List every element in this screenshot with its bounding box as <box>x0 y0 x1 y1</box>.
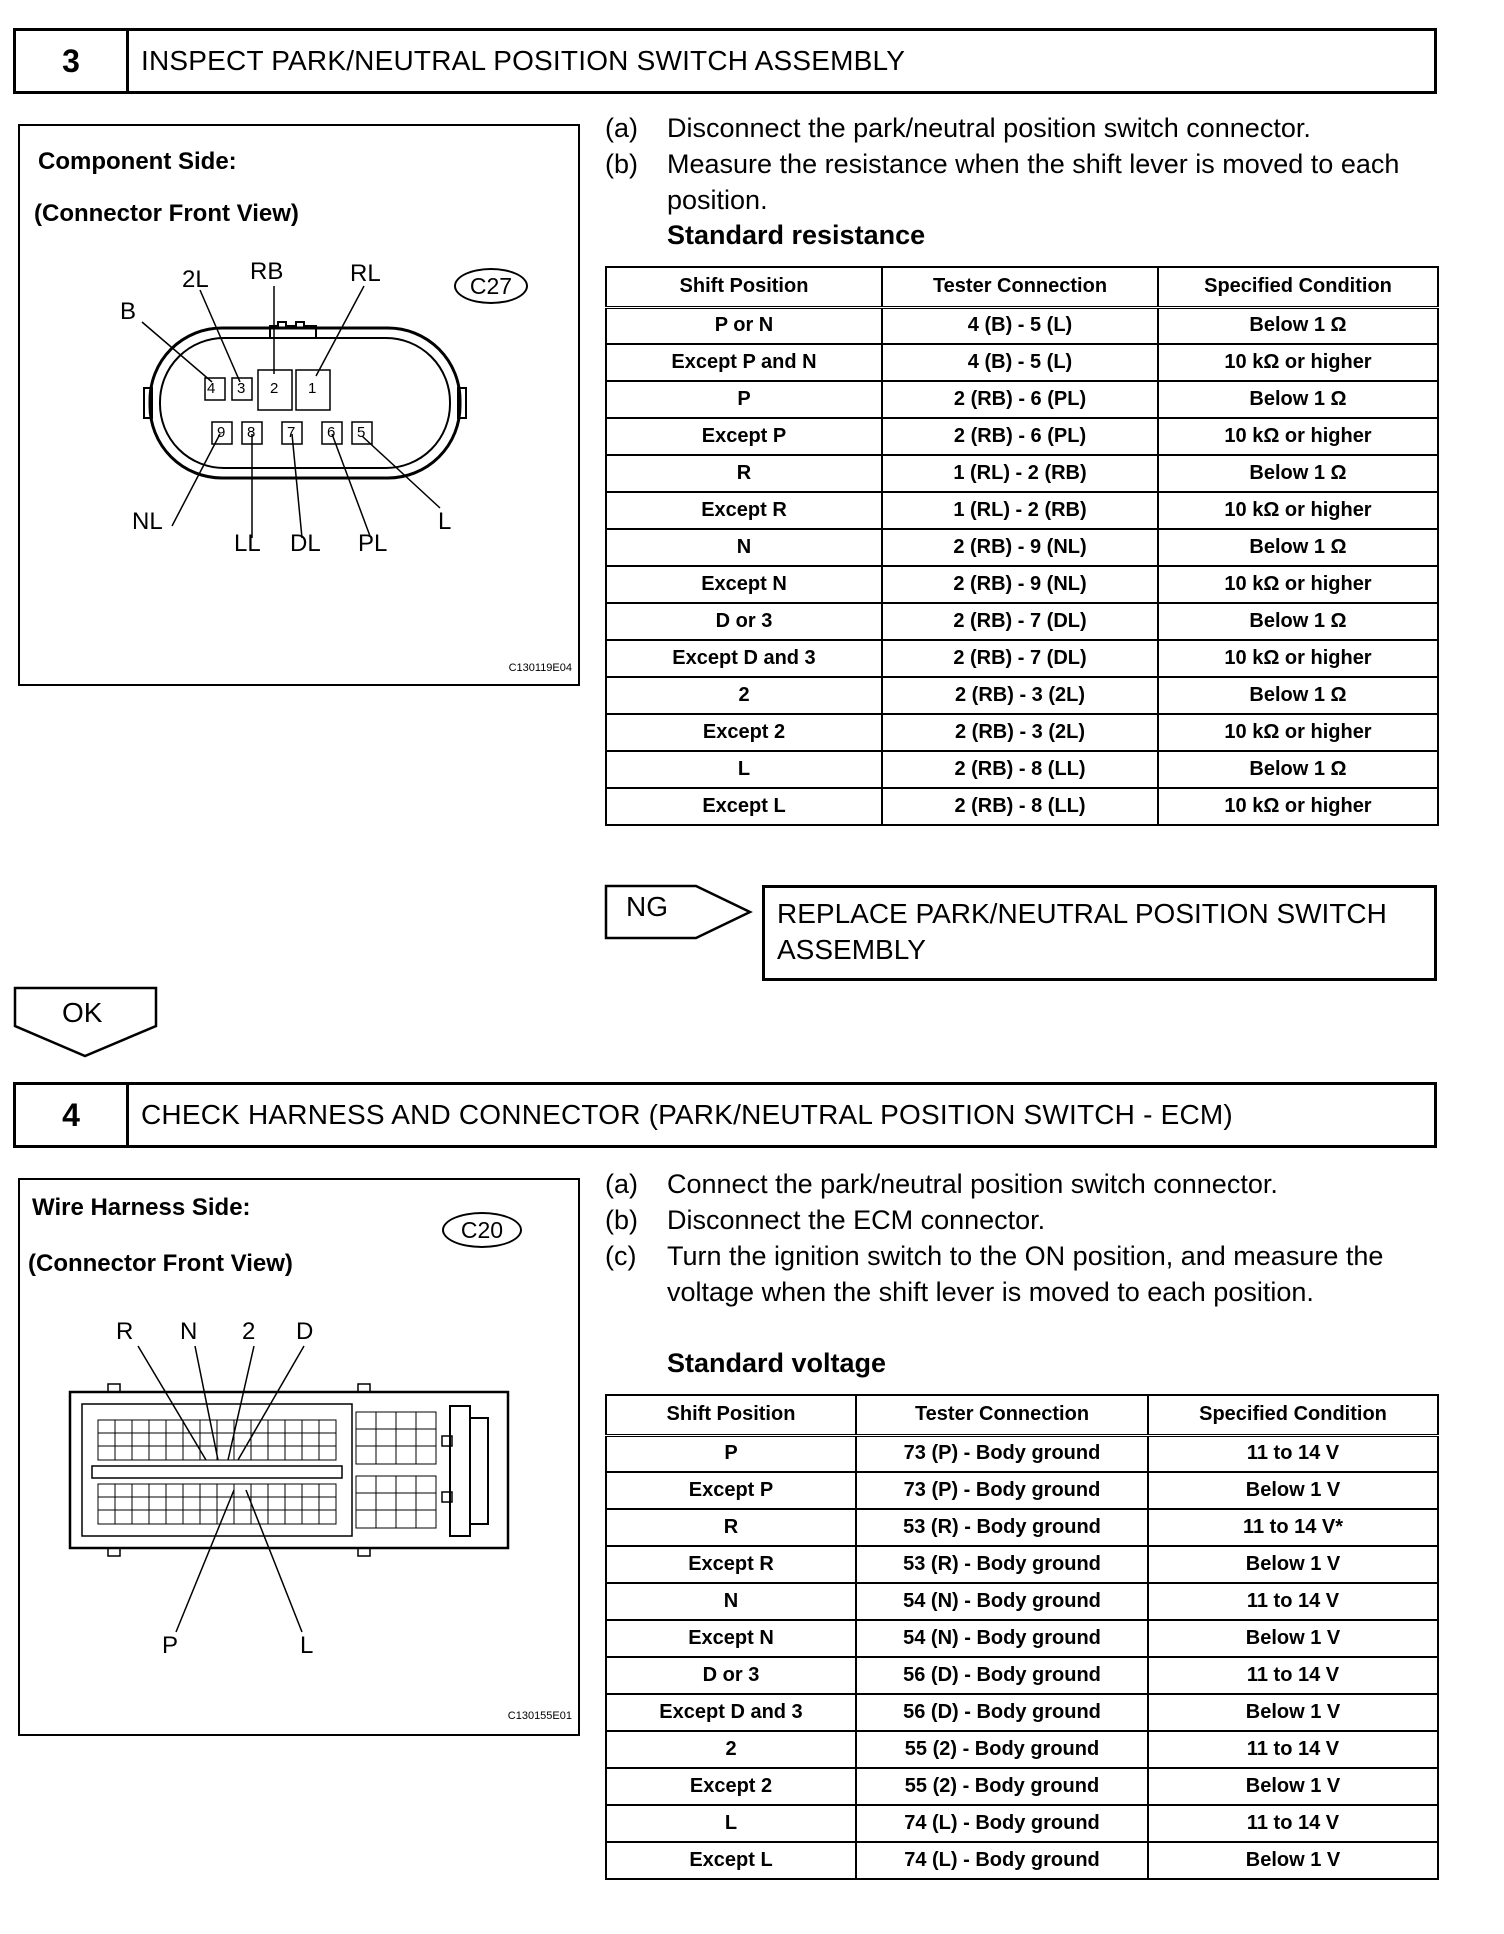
instruction-item: (b) Measure the resistance when the shift lever is moved to each position. <box>605 149 1400 215</box>
table-cell: Below 1 Ω <box>1158 529 1438 566</box>
wire-label-2l: 2L <box>182 266 209 293</box>
table-row <box>606 566 1438 603</box>
wire-harness-figure <box>18 1178 580 1736</box>
table-row <box>606 1731 1438 1768</box>
table-cell: 54 (N) - Body ground <box>856 1583 1148 1620</box>
table-cell: 53 (R) - Body ground <box>856 1546 1148 1583</box>
table-cell: N <box>606 1583 856 1620</box>
table-row <box>606 677 1438 714</box>
pin-number: 2 <box>270 380 279 397</box>
table-cell: Except R <box>606 1546 856 1583</box>
table-cell: Below 1 Ω <box>1158 381 1438 418</box>
step-title: INSPECT PARK/NEUTRAL POSITION SWITCH ASSEMBLY <box>141 45 906 76</box>
table-cell: 4 (B) - 5 (L) <box>882 344 1158 381</box>
table-cell: L <box>606 1805 856 1842</box>
wire-label-r: R <box>116 1318 134 1345</box>
table-cell: 2 (RB) - 8 (LL) <box>882 751 1158 788</box>
table-row <box>606 1472 1438 1509</box>
table-cell: R <box>606 1509 856 1546</box>
table-cell: 10 kΩ or higher <box>1158 640 1438 677</box>
ng-label: NG <box>626 891 668 922</box>
table-cell: 1 (RL) - 2 (RB) <box>882 455 1158 492</box>
voltage-spec-table <box>605 1394 1439 1880</box>
step-number: 4 <box>16 1085 129 1145</box>
table-row <box>606 492 1438 529</box>
step-3-header <box>13 28 1437 94</box>
table-cell: 53 (R) - Body ground <box>856 1509 1148 1546</box>
step-3-instructions <box>605 110 1445 218</box>
table-cell: 54 (N) - Body ground <box>856 1620 1148 1657</box>
table-row <box>606 381 1438 418</box>
table-cell: 2 (RB) - 9 (NL) <box>882 566 1158 603</box>
figure-code: C130119E04 <box>508 662 572 674</box>
table-cell: Below 1 Ω <box>1158 751 1438 788</box>
table-row <box>606 640 1438 677</box>
table-cell: 56 (D) - Body ground <box>856 1657 1148 1694</box>
table-cell: 10 kΩ or higher <box>1158 418 1438 455</box>
table-cell: 2 (RB) - 7 (DL) <box>882 603 1158 640</box>
wire-label-rb: RB <box>250 258 284 285</box>
table-header: Shift Position <box>606 1395 856 1435</box>
ok-label: OK <box>62 997 103 1028</box>
table-cell: 11 to 14 V <box>1148 1435 1438 1472</box>
table-cell: 11 to 14 V* <box>1148 1509 1438 1546</box>
table-cell: Below 1 Ω <box>1158 603 1438 640</box>
table-cell: 11 to 14 V <box>1148 1583 1438 1620</box>
wire-label-pl: PL <box>358 530 388 557</box>
table-cell: 10 kΩ or higher <box>1158 788 1438 825</box>
table-row <box>606 307 1438 344</box>
table-cell: 2 <box>606 677 882 714</box>
replace-text: REPLACE PARK/NEUTRAL POSITION SWITCH ASSEMBLY <box>777 898 1387 965</box>
figure-sublabel: (Connector Front View) <box>34 200 299 227</box>
table-cell: Except D and 3 <box>606 640 882 677</box>
table-row <box>606 714 1438 751</box>
table-cell: 2 (RB) - 6 (PL) <box>882 381 1158 418</box>
table-cell: Except L <box>606 1842 856 1879</box>
table-row <box>606 1805 1438 1842</box>
wire-label-nl: NL <box>132 508 163 535</box>
component-side-figure <box>18 124 580 686</box>
table-cell: Below 1 V <box>1148 1842 1438 1879</box>
connector-id-tag: C27 <box>454 268 528 304</box>
connector-id-tag: C20 <box>442 1212 522 1248</box>
table-cell: 10 kΩ or higher <box>1158 714 1438 751</box>
table-row <box>606 1583 1438 1620</box>
table-cell: 74 (L) - Body ground <box>856 1842 1148 1879</box>
table-cell: N <box>606 529 882 566</box>
table-cell: Below 1 V <box>1148 1472 1438 1509</box>
table-cell: 2 (RB) - 9 (NL) <box>882 529 1158 566</box>
table-cell: Except R <box>606 492 882 529</box>
table-cell: L <box>606 751 882 788</box>
subheading-standard-voltage: Standard voltage <box>667 1348 887 1378</box>
pin-number: 6 <box>327 424 336 441</box>
table-cell: 2 <box>606 1731 856 1768</box>
table-cell: 4 (B) - 5 (L) <box>882 307 1158 344</box>
table-cell: 11 to 14 V <box>1148 1805 1438 1842</box>
table-row <box>606 529 1438 566</box>
pin-number: 7 <box>287 424 296 441</box>
table-cell: 74 (L) - Body ground <box>856 1805 1148 1842</box>
table-cell: Below 1 Ω <box>1158 455 1438 492</box>
table-cell: D or 3 <box>606 603 882 640</box>
pin-number: 5 <box>357 424 366 441</box>
step-number: 3 <box>16 31 129 91</box>
table-cell: 55 (2) - Body ground <box>856 1731 1148 1768</box>
wire-label-dl: DL <box>290 530 321 557</box>
pin-number: 4 <box>207 380 216 397</box>
table-cell: Except P and N <box>606 344 882 381</box>
table-row <box>606 603 1438 640</box>
table-row <box>606 1620 1438 1657</box>
table-cell: 73 (P) - Body ground <box>856 1472 1148 1509</box>
table-header: Shift Position <box>606 267 882 307</box>
pin-number: 8 <box>247 424 256 441</box>
table-row <box>606 1842 1438 1879</box>
wire-label-p: P <box>162 1632 179 1659</box>
table-row <box>606 1509 1438 1546</box>
table-cell: 11 to 14 V <box>1148 1657 1438 1694</box>
subheading-standard-resistance: Standard resistance <box>667 220 926 250</box>
pin-number: 3 <box>237 380 246 397</box>
table-row <box>606 1768 1438 1805</box>
table-cell: 2 (RB) - 6 (PL) <box>882 418 1158 455</box>
table-row <box>606 1657 1438 1694</box>
table-cell: 10 kΩ or higher <box>1158 566 1438 603</box>
instruction-item: (b) Disconnect the ECM connector. <box>605 1205 1046 1235</box>
wire-label-2: 2 <box>242 1318 256 1345</box>
figure-sublabel: (Connector Front View) <box>28 1250 293 1277</box>
table-cell: 1 (RL) - 2 (RB) <box>882 492 1158 529</box>
figure-label: Component Side: <box>38 148 237 175</box>
table-cell: 55 (2) - Body ground <box>856 1768 1148 1805</box>
table-cell: 2 (RB) - 7 (DL) <box>882 640 1158 677</box>
wire-label-ll: LL <box>234 530 261 557</box>
table-cell: D or 3 <box>606 1657 856 1694</box>
figure-label: Wire Harness Side: <box>32 1194 251 1221</box>
table-header: Specified Condition <box>1158 267 1438 307</box>
table-cell: Except L <box>606 788 882 825</box>
table-cell: Except N <box>606 1620 856 1657</box>
table-header: Tester Connection <box>856 1395 1148 1435</box>
table-cell: Below 1 V <box>1148 1546 1438 1583</box>
table-cell: Except 2 <box>606 1768 856 1805</box>
table-cell: 56 (D) - Body ground <box>856 1694 1148 1731</box>
table-cell: 10 kΩ or higher <box>1158 492 1438 529</box>
wire-label-l: L <box>300 1632 314 1659</box>
table-row <box>606 788 1438 825</box>
step-4-header <box>13 1082 1437 1148</box>
instruction-item: (a) Disconnect the park/neutral position switch connector. <box>605 113 1311 143</box>
wire-label-n: N <box>180 1318 198 1345</box>
replace-instruction-box <box>762 885 1437 981</box>
table-cell: P <box>606 381 882 418</box>
table-cell: Except P <box>606 1472 856 1509</box>
table-cell: P <box>606 1435 856 1472</box>
table-cell: 10 kΩ or higher <box>1158 344 1438 381</box>
table-cell: Below 1 V <box>1148 1694 1438 1731</box>
table-row <box>606 1435 1438 1472</box>
table-cell: 2 (RB) - 3 (2L) <box>882 714 1158 751</box>
wire-label-l: L <box>438 508 452 535</box>
table-cell: Except N <box>606 566 882 603</box>
step-title: CHECK HARNESS AND CONNECTOR (PARK/NEUTRAL POSITION SWITCH - ECM) <box>141 1099 1233 1130</box>
table-cell: Below 1 V <box>1148 1620 1438 1657</box>
pin-number: 1 <box>308 380 317 397</box>
table-cell: Except D and 3 <box>606 1694 856 1731</box>
ecm-connector-diagram <box>20 1180 578 1734</box>
table-row <box>606 455 1438 492</box>
table-cell: 73 (P) - Body ground <box>856 1435 1148 1472</box>
table-row <box>606 751 1438 788</box>
resistance-spec-table <box>605 266 1439 826</box>
table-cell: P or N <box>606 307 882 344</box>
table-cell: Except 2 <box>606 714 882 751</box>
table-cell: Below 1 Ω <box>1158 677 1438 714</box>
table-row <box>606 418 1438 455</box>
wire-label-b: B <box>120 298 137 325</box>
table-row <box>606 1546 1438 1583</box>
instruction-item: (a) Connect the park/neutral position switch connector. <box>605 1169 1278 1199</box>
table-cell: 2 (RB) - 8 (LL) <box>882 788 1158 825</box>
table-cell: Below 1 V <box>1148 1768 1438 1805</box>
table-header: Tester Connection <box>882 267 1158 307</box>
table-row <box>606 344 1438 381</box>
wire-label-d: D <box>296 1318 314 1345</box>
table-cell: 11 to 14 V <box>1148 1731 1438 1768</box>
instruction-item: (c) Turn the ignition switch to the ON position, and measure the voltage when the shift lever is moved to each position. <box>605 1241 1384 1307</box>
table-cell: 2 (RB) - 3 (2L) <box>882 677 1158 714</box>
figure-code: C130155E01 <box>507 1710 572 1722</box>
connector-diagram <box>20 126 578 684</box>
step-4-instructions <box>605 1166 1445 1310</box>
pin-number: 9 <box>217 424 226 441</box>
table-row <box>606 1694 1438 1731</box>
table-cell: R <box>606 455 882 492</box>
table-cell: Below 1 Ω <box>1158 307 1438 344</box>
table-header: Specified Condition <box>1148 1395 1438 1435</box>
wire-label-rl: RL <box>350 260 381 287</box>
table-cell: Except P <box>606 418 882 455</box>
